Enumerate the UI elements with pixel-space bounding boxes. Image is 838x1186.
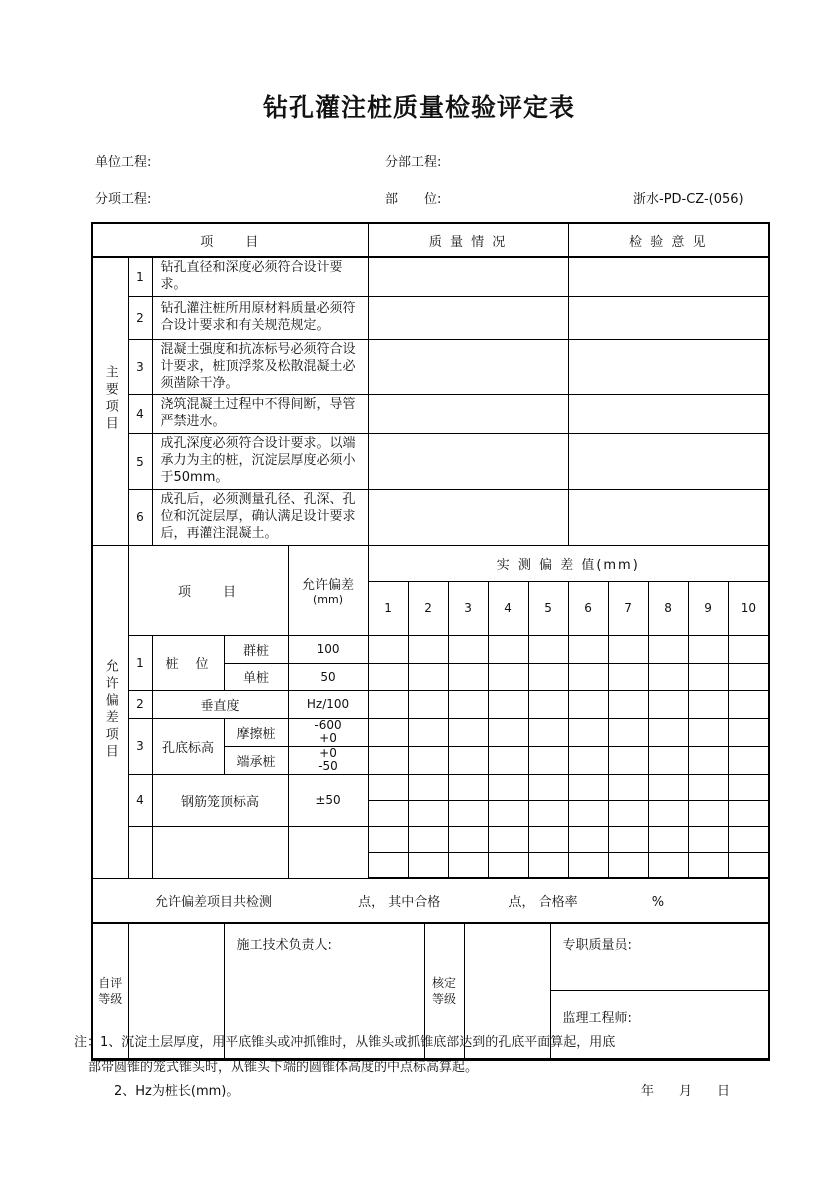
measured-value-cell — [648, 663, 688, 690]
row-number: 5 — [128, 434, 152, 490]
measured-value-cell — [728, 635, 768, 663]
measured-value-cell — [408, 826, 448, 852]
row-number: 1 — [128, 635, 152, 690]
measured-value-cell — [368, 800, 408, 826]
sub-item-label: 端承桩 — [224, 746, 288, 774]
measured-value-cell — [688, 746, 728, 774]
tolerance-value: ±50 — [288, 774, 368, 826]
measured-value-cell — [648, 826, 688, 852]
measured-value-cell — [648, 852, 688, 878]
row-number: 2 — [128, 296, 152, 339]
sub-project-label: 分项工程: — [95, 192, 152, 207]
inspection-opinion-cell — [568, 257, 768, 296]
measured-value-cell — [728, 800, 768, 826]
row-number: 3 — [128, 718, 152, 774]
measured-value-cell — [408, 800, 448, 826]
location-label: 部 位: — [385, 192, 442, 207]
measured-value-cell — [448, 635, 488, 663]
supervisor-cell: 监理工程师: — [550, 990, 768, 1058]
self-grade-label: 自评等级 — [98, 975, 123, 1006]
measured-value-cell — [528, 746, 568, 774]
measured-value-cell — [688, 718, 728, 746]
measured-value-cell — [488, 690, 528, 718]
section-label-deviation — [93, 545, 128, 878]
verify-grade-label: 核定等级 — [431, 975, 456, 1006]
section-label-text: 主要项目 — [102, 365, 118, 434]
inspection-opinion-cell — [568, 434, 768, 490]
item-text: 成孔深度必须符合设计要求。以端承力为主的桩，沉淀层厚度必须小于50mm。 — [152, 434, 368, 490]
measured-value-cell — [568, 852, 608, 878]
tolerance-value — [288, 746, 368, 774]
measured-value-cell — [448, 852, 488, 878]
measured-value-cell — [448, 826, 488, 852]
measured-value-cell — [488, 663, 528, 690]
tech-leader-cell: 施工技术负责人: — [224, 924, 424, 1058]
measured-value-cell — [688, 635, 728, 663]
item-text: 钻孔直径和深度必须符合设计要求。 — [152, 257, 368, 296]
summary-points-label: 点， 其中合格 — [358, 895, 441, 911]
measured-value-cell — [528, 800, 568, 826]
measured-value-cell — [728, 852, 768, 878]
row-number: 2 — [128, 690, 152, 718]
measured-value-cell — [728, 690, 768, 718]
measured-value-cell — [368, 663, 408, 690]
main-item-row — [93, 434, 768, 490]
measured-value-cell — [688, 852, 728, 878]
measured-value-cell — [688, 800, 728, 826]
measured-value-cell — [608, 690, 648, 718]
tolerance-lower: -50 — [318, 759, 338, 774]
inspection-opinion-cell — [568, 296, 768, 339]
sub-item-label: 群桩 — [224, 635, 288, 663]
summary-checked-label: 允许偏差项目共检测 — [155, 895, 273, 911]
measured-value-cell — [448, 690, 488, 718]
tolerance-upper: -600 — [314, 718, 342, 732]
measured-value-cell — [608, 774, 648, 800]
measured-value-cell — [688, 690, 728, 718]
form-code: 浙水-PD-CZ-(056) — [633, 192, 744, 207]
inspection-opinion-cell — [568, 339, 768, 395]
deviation-item-label: 桩 位 — [152, 635, 224, 690]
main-item-row — [93, 395, 768, 434]
measure-col-number: 3 — [448, 581, 488, 635]
measured-value-cell — [648, 774, 688, 800]
measured-value-cell — [448, 663, 488, 690]
measured-value-cell — [488, 718, 528, 746]
row-number: 3 — [128, 339, 152, 395]
measured-value-cell — [408, 746, 448, 774]
measured-value-cell — [608, 635, 648, 663]
measured-value-cell — [448, 746, 488, 774]
measured-value-cell — [688, 663, 728, 690]
measured-value-cell — [568, 663, 608, 690]
signature-row-top — [93, 924, 768, 990]
item-text: 钻孔灌注桩所用原材料质量必须符合设计要求和有关规范规定。 — [152, 296, 368, 339]
measured-value-cell — [568, 718, 608, 746]
tolerance-value-empty — [288, 826, 368, 878]
measured-value-cell — [368, 774, 408, 800]
measured-value-cell — [408, 635, 448, 663]
measured-value-cell — [568, 635, 608, 663]
measured-value-cell — [688, 774, 728, 800]
measured-value-cell — [648, 635, 688, 663]
tolerance-value: 100 — [288, 635, 368, 663]
sub-item-label: 单桩 — [224, 663, 288, 690]
measure-col-number: 9 — [688, 581, 728, 635]
measured-value-cell — [568, 826, 608, 852]
quality-status-cell — [368, 257, 568, 296]
measured-value-cell — [448, 800, 488, 826]
deviation-row-verticality — [93, 690, 768, 718]
deviation-row-spare — [93, 826, 768, 852]
col-header-item: 项 目 — [93, 224, 368, 257]
inspection-opinion-cell — [568, 395, 768, 434]
quality-status-cell — [368, 339, 568, 395]
measured-value-cell — [568, 690, 608, 718]
form-title: 钻孔灌注桩质量检验评定表 — [262, 93, 575, 122]
deviation-row-cage-top — [93, 774, 768, 800]
measured-value-cell — [648, 746, 688, 774]
measured-value-cell — [608, 718, 648, 746]
measured-value-cell — [448, 718, 488, 746]
item-text: 浇筑混凝土过程中不得间断，导管严禁进水。 — [152, 395, 368, 434]
deviation-item-label: 垂直度 — [152, 690, 288, 718]
measured-value-cell — [368, 718, 408, 746]
measured-value-cell — [368, 826, 408, 852]
measured-value-cell — [608, 826, 648, 852]
main-item-row — [93, 257, 768, 296]
deviation-item-label: 钢筋笼顶标高 — [152, 774, 288, 826]
measured-value-cell — [608, 852, 648, 878]
measured-value-cell — [728, 663, 768, 690]
deviation-row-pile-group — [93, 635, 768, 663]
measured-value-cell — [568, 746, 608, 774]
measured-value-cell — [528, 852, 568, 878]
measured-value-cell — [488, 774, 528, 800]
measured-value-cell — [728, 774, 768, 800]
note-line-1: 注：1、沉淀土层厚度，用平底锥头或冲抓锥时，从锥头或抓锥底部达到的孔底平面算起，用底 — [74, 1035, 616, 1050]
measure-col-number: 4 — [488, 581, 528, 635]
measured-values-header: 实 测 偏 差 值(mm) — [368, 545, 768, 581]
measure-col-number: 5 — [528, 581, 568, 635]
col-header-inspection: 检 验 意 见 — [568, 224, 768, 257]
inspection-table — [91, 222, 770, 1061]
quality-officer-cell: 专职质量员: — [550, 924, 768, 990]
measured-value-cell — [568, 774, 608, 800]
measured-value-cell — [648, 690, 688, 718]
section-label-text: 允许偏差项目 — [102, 658, 118, 761]
measured-value-cell — [488, 826, 528, 852]
tolerance-value: Hz/100 — [288, 690, 368, 718]
main-item-row — [93, 339, 768, 395]
measure-col-number: 7 — [608, 581, 648, 635]
inspection-opinion-cell — [568, 489, 768, 545]
measured-value-cell — [528, 635, 568, 663]
unit-project-label: 单位工程: — [95, 155, 152, 170]
measured-value-cell — [688, 826, 728, 852]
measured-value-cell — [408, 690, 448, 718]
tolerance-header-unit: (mm) — [313, 593, 344, 607]
measure-col-number: 8 — [648, 581, 688, 635]
main-table — [93, 224, 768, 924]
deviation-col-item: 项 目 — [128, 545, 288, 635]
tolerance-lower: +0 — [319, 731, 337, 746]
tolerance-upper: +0 — [319, 746, 337, 760]
tolerance-header-text: 允许偏差 — [302, 578, 355, 594]
measured-value-cell — [408, 852, 448, 878]
measured-value-cell — [488, 635, 528, 663]
measured-value-cell — [528, 718, 568, 746]
measured-value-cell — [528, 826, 568, 852]
row-number: 6 — [128, 489, 152, 545]
measured-value-cell — [368, 635, 408, 663]
row-number-empty — [128, 826, 152, 878]
summary-percent-sign: % — [651, 895, 665, 911]
measured-value-cell — [488, 800, 528, 826]
row-number: 4 — [128, 395, 152, 434]
measured-value-cell — [448, 774, 488, 800]
measured-value-cell — [608, 746, 648, 774]
quality-status-cell — [368, 489, 568, 545]
measured-value-cell — [408, 718, 448, 746]
tolerance-value: 50 — [288, 663, 368, 690]
row-number: 1 — [128, 257, 152, 296]
measure-col-number: 2 — [408, 581, 448, 635]
deviation-item-label: 孔底标高 — [152, 718, 224, 774]
measured-value-cell — [408, 663, 448, 690]
measured-value-cell — [488, 852, 528, 878]
measured-value-cell — [368, 852, 408, 878]
tolerance-value — [288, 718, 368, 746]
measured-value-cell — [408, 774, 448, 800]
measured-value-cell — [648, 718, 688, 746]
main-item-row — [93, 296, 768, 339]
item-text: 混凝土强度和抗冻标号必须符合设计要求，桩顶浮浆及松散混凝土必须凿除干净。 — [152, 339, 368, 395]
note-line-2: 部带圆锥的笼式锥头时，从锥头下端的圆锥体高度的中点标高算起。 — [88, 1060, 479, 1075]
measure-col-number: 10 — [728, 581, 768, 635]
item-text: 成孔后，必须测量孔径、孔深、孔位和沉淀层厚，确认满足设计要求后，再灌注混凝土。 — [152, 489, 368, 545]
main-header-row — [93, 224, 768, 257]
measure-col-number: 6 — [568, 581, 608, 635]
summary-cell — [93, 878, 768, 923]
measured-value-cell — [368, 690, 408, 718]
quality-status-cell — [368, 434, 568, 490]
sub-item-label: 摩擦桩 — [224, 718, 288, 746]
deviation-col-tolerance — [288, 545, 368, 635]
main-item-row — [93, 489, 768, 545]
measured-value-cell — [488, 746, 528, 774]
deviation-row-friction-pile — [93, 718, 768, 746]
note-line-3: 2、Hz为桩长(mm)。 — [114, 1084, 240, 1099]
deviation-header-row — [93, 545, 768, 581]
measured-value-cell — [568, 800, 608, 826]
col-header-quality: 质 量 情 况 — [368, 224, 568, 257]
measured-value-cell — [368, 746, 408, 774]
measured-value-cell — [728, 718, 768, 746]
section-label-main-items — [93, 257, 128, 545]
deviation-item-label-empty — [152, 826, 288, 878]
quality-status-cell — [368, 395, 568, 434]
measured-value-cell — [528, 774, 568, 800]
quality-status-cell — [368, 296, 568, 339]
measured-value-cell — [528, 690, 568, 718]
measured-value-cell — [728, 746, 768, 774]
measure-col-number: 1 — [368, 581, 408, 635]
row-number: 4 — [128, 774, 152, 826]
summary-passrate-label: 点， 合格率 — [508, 895, 578, 911]
measured-value-cell — [528, 663, 568, 690]
measured-value-cell — [608, 800, 648, 826]
measured-value-cell — [648, 800, 688, 826]
division-project-label: 分部工程: — [385, 155, 442, 170]
summary-row — [93, 878, 768, 923]
measured-value-cell — [608, 663, 648, 690]
measured-value-cell — [728, 826, 768, 852]
date-placeholder: 年 月 日 — [641, 1084, 737, 1099]
